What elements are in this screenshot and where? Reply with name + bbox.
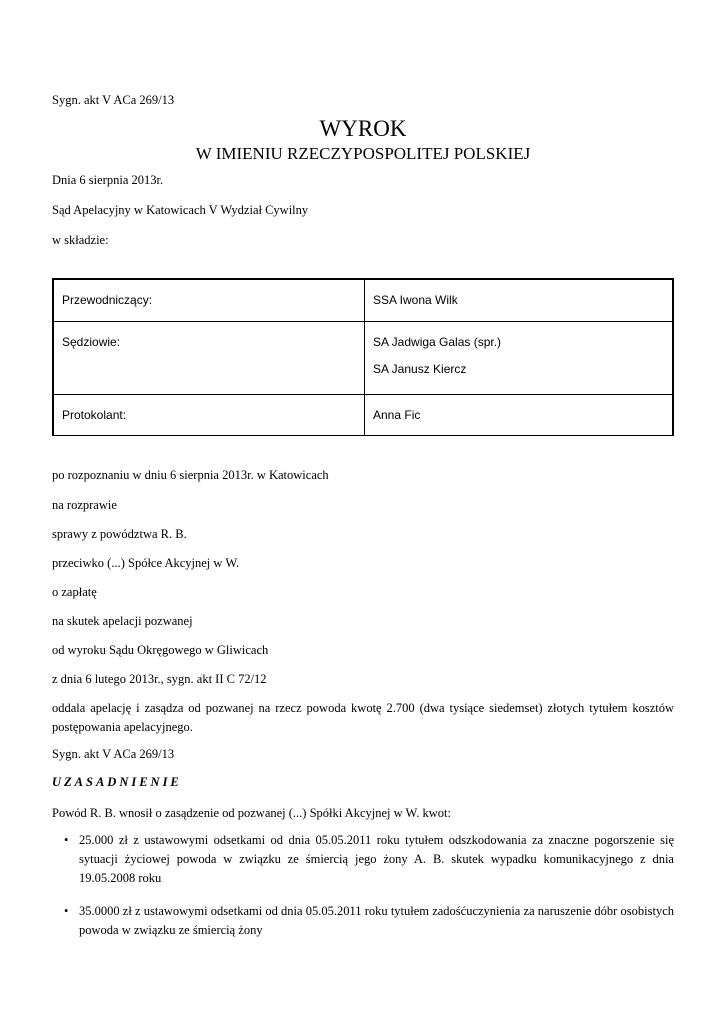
panel-member: SA Jadwiga Galas (spr.)	[373, 335, 502, 349]
panel-role: Protokolant:	[54, 395, 365, 436]
claims-list	[52, 831, 674, 954]
body-line: po rozpoznaniu w dniu 6 sierpnia 2013r. w Katowicach	[52, 468, 329, 482]
court-panel-table	[52, 278, 674, 436]
body-line: na rozprawie	[52, 498, 117, 512]
list-item: • 25.000 zł z ustawowymi odsetkami od dnia 05.05.2011 roku tytułem odszkodowania za znaczne pogorszenie się sytuacji życiowej powoda w związku ze śmiercią jego żony A. B. skutek wypadku komunikacyjnego z dnia 19.05.2008 roku	[79, 831, 674, 888]
panel-role: Sędziowie:	[54, 322, 365, 395]
justification-intro: Powód R. B. wnosił o zasądzenie od pozwanej (...) Spółki Akcyjnej w W. kwot:	[52, 806, 451, 820]
case-number: Sygn. akt V ACa 269/13	[52, 93, 175, 107]
panel-member: SA Janusz Kiercz	[373, 362, 467, 376]
body-line: sprawy z powództwa R. B.	[52, 527, 187, 541]
panel-row-chair	[54, 280, 673, 322]
body-line: z dnia 6 lutego 2013r., sygn. akt II C 72/12	[52, 672, 267, 686]
document-subtitle: W IMIENIU RZECZYPOSPOLITEJ POLSKIEJ	[195, 144, 531, 163]
body-line: przeciwko (...) Spółce Akcyjnej w W.	[52, 556, 240, 570]
judgment-date: Dnia 6 sierpnia 2013r.	[52, 173, 164, 187]
panel-row-judges	[54, 322, 673, 395]
court-name: Sąd Apelacyjny w Katowicach V Wydział Cywilny	[52, 203, 309, 217]
body-line: na skutek apelacji pozwanej	[52, 614, 193, 628]
panel-role: Przewodniczący:	[54, 280, 365, 322]
body-line: od wyroku Sądu Okręgowego w Gliwicach	[52, 643, 269, 657]
panel-member: SSA Iwona Wilk	[365, 280, 673, 322]
justification-heading: UZASADNIENIE	[52, 775, 182, 789]
composition-intro: w składzie:	[52, 233, 109, 247]
case-number-repeat: Sygn. akt V ACa 269/13	[52, 747, 175, 761]
panel-member: Anna Fic	[365, 395, 673, 436]
ruling-text: oddala apelację i zasądza od pozwanej na rzecz powoda kwotę 2.700 (dwa tysiące siedemset) złotych tytułem kosztów postępowania apelacyjnego.	[52, 701, 674, 734]
panel-row-clerk	[54, 395, 673, 436]
document-title: WYROK	[319, 116, 407, 141]
body-line: o zapłatę	[52, 585, 97, 599]
document-page	[52, 0, 674, 1024]
panel-members	[365, 322, 673, 395]
list-item: • 35.0000 zł z ustawowymi odsetkami od dnia 05.05.2011 roku tytułem zadośćuczynienia za naruszenie dóbr osobistych powoda w związku ze śmiercią żony	[79, 902, 674, 940]
